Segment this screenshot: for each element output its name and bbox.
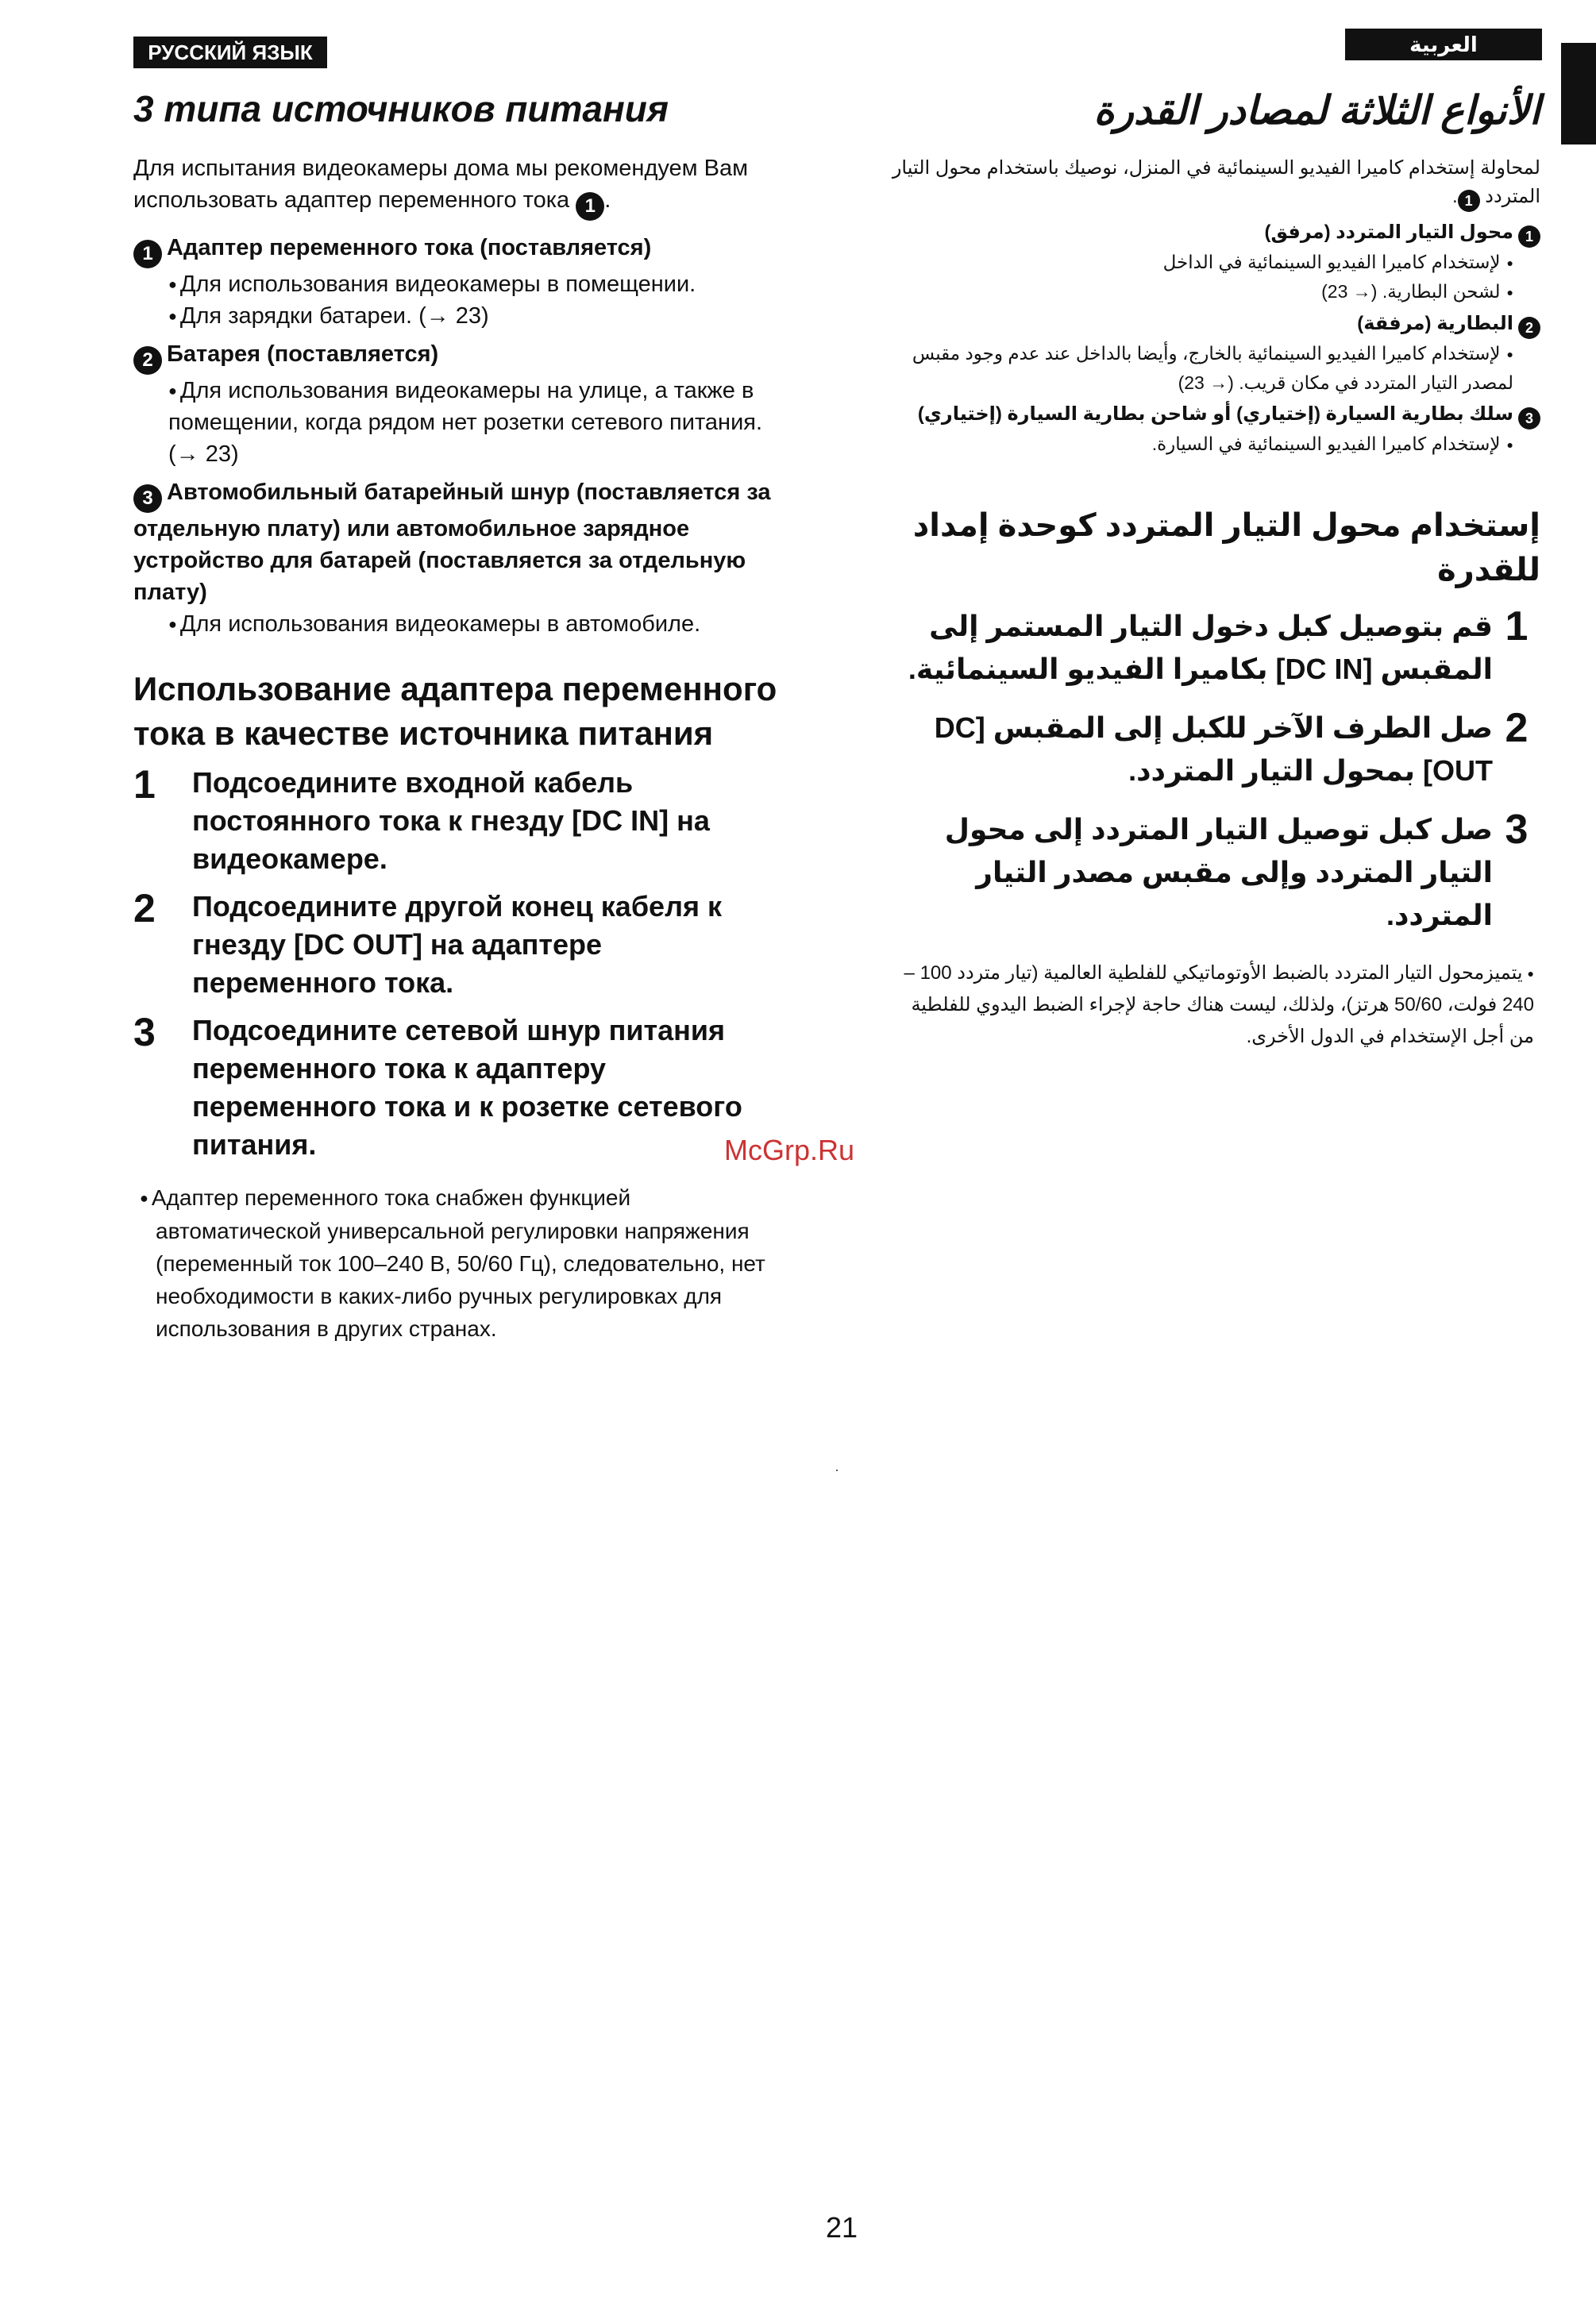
ru-intro-end: . (604, 187, 611, 213)
circled-number-icon: 1 (1458, 190, 1480, 212)
ar-bullet: ● لشحن البطارية. (→ 23) (889, 277, 1513, 306)
circled-number-icon: 1 (133, 240, 162, 268)
ar-note: ● يتميزمحول التيار المتردد بالضبط الأوتوماتيكي للفلطية العالمية (تيار متردد 100 – 240 فولت، 50/60 هرتز)، ولذلك، ليست هناك حاجة لإجراء الضبط اليدوي للفلطية من أجل الإستخدام في الدول الأخرى. (889, 957, 1540, 1053)
ru-step-number: 1 (133, 762, 156, 807)
ar-bullet: ● لإستخدام كاميرا الفيديو السينمائية في السيارة. (889, 430, 1513, 459)
ar-step (889, 605, 1540, 691)
ru-note: ● Адаптер переменного тока снабжен функцией автоматической универсальной регулировки напряжения (переменный ток 100–240 В, 50/60 Гц), следовательно, нет необходимости в каких-либо ручных регулировках для использования в других странах. (133, 1181, 791, 1345)
ru-power-source-item (133, 232, 792, 332)
arabic-column (889, 87, 1540, 1053)
ar-item-heading-text: محول التيار المتردد (مرفق) (1264, 222, 1513, 243)
ar-item-heading (889, 400, 1540, 430)
ru-bullet: ● Для использования видеокамеры в автомобиле. (168, 608, 792, 640)
ar-step-text: صل كبل توصيل التيار المتردد إلى محول التيار المتردد وإلى مقبس مصدر التيار المتردد. (944, 813, 1493, 931)
ar-item-bullets (889, 248, 1540, 306)
ar-intro-text: لمحاولة إستخدام كاميرا الفيديو السينمائية في المنزل، نوصيك باستخدام محول التيار المتردد (892, 157, 1540, 207)
ru-step-number: 3 (133, 1010, 156, 1054)
ar-power-source-item (889, 310, 1540, 397)
ru-item-heading (133, 476, 792, 608)
ru-page-title: 3 типа источников питания (133, 88, 669, 129)
ru-item-heading (133, 232, 792, 268)
ar-item-heading-text: البطارية (مرفقة) (1357, 313, 1513, 334)
circled-number-icon: 2 (133, 346, 162, 375)
ar-item-bullets (889, 339, 1540, 397)
ru-bullet: ● Для использования видеокамеры в помещении. (168, 268, 792, 300)
ru-power-source-item (133, 338, 792, 470)
ar-power-source-item (889, 218, 1540, 306)
page-edge-marker (1561, 43, 1596, 144)
ru-item-heading-text: Адаптер переменного тока (поставляется) (167, 235, 652, 260)
ru-step (133, 1011, 792, 1164)
circled-number-icon: 2 (1518, 317, 1540, 339)
russian-column (133, 87, 792, 1345)
ar-bullet: ● لإستخدام كاميرا الفيديو السينمائية بالخارج، وأيضا بالداخل عند عدم وجود مقبس لمصدر التيار المتردد في مكان قريب. (→ 23) (889, 339, 1513, 397)
ru-item-heading-text: Батарея (поставляется) (167, 341, 439, 367)
ru-item-bullets (133, 608, 792, 640)
ar-bullet: ● لإستخدام كاميرا الفيديو السينمائية في الداخل (889, 248, 1513, 277)
circled-number-icon: 3 (1518, 407, 1540, 430)
circled-number-icon: 1 (576, 192, 604, 221)
language-tab-arabic: العربية (1345, 29, 1542, 60)
circled-number-icon: 3 (133, 484, 162, 513)
watermark: McGrp.Ru (724, 1134, 855, 1166)
ar-step-text: صل الطرف الآخر للكبل إلى المقبس [DC OUT] بمحول التيار المتردد. (934, 711, 1493, 787)
ru-intro-text: Для испытания видеокамеры дома мы рекомендуем Вам использовать адаптер переменного тока (133, 156, 749, 213)
ru-step-text: Подсоедините входной кабель постоянного тока к гнезду [DC IN] на видеокамере. (192, 766, 710, 875)
ru-item-heading (133, 338, 792, 375)
ar-intro (889, 154, 1540, 212)
ar-step-number: 1 (1505, 603, 1529, 649)
ar-item-heading-text: سلك بطارية السيارة (إختياري) أو شاحن بطارية السيارة (إختياري) (917, 403, 1513, 425)
ru-step (133, 888, 792, 1002)
ar-power-source-item (889, 400, 1540, 459)
ru-step-number: 2 (133, 886, 156, 930)
ru-item-heading-text: Автомобильный батарейный шнур (поставляется за отдельную плату) или автомобильное зарядное устройство для батарей (поставляется за отдельную плату) (133, 480, 771, 605)
ar-step-text: قم بتوصيل كبل دخول التيار المستمر إلى المقبس [DC IN] بكاميرا الفيديو السينمائية. (908, 610, 1493, 685)
circled-number-icon: 1 (1518, 225, 1540, 248)
ru-section-heading: Использование адаптера переменного тока в качестве источника питания (133, 670, 777, 752)
page-number: 21 (825, 2211, 858, 2244)
ru-item-bullets (133, 268, 792, 332)
print-dot (836, 1470, 838, 1471)
ar-section-heading: إستخدام محول التيار المتردد كوحدة إمداد للقدرة (912, 508, 1540, 588)
ru-bullet: ● Для использования видеокамеры на улице, а также в помещении, когда рядом нет розетки сетевого питания. (→ 23) (168, 375, 792, 470)
ru-step-text: Подсоедините другой конец кабеля к гнезду [DC OUT] на адаптере переменного тока. (192, 890, 722, 999)
ru-step-text: Подсоедините сетевой шнур питания переменного тока к адаптеру переменного тока и к розетке сетевого питания. (192, 1014, 742, 1161)
ar-step-number: 3 (1505, 807, 1529, 853)
ar-step (889, 707, 1540, 792)
ar-step-number: 2 (1505, 705, 1529, 751)
ar-item-heading (889, 310, 1540, 339)
ar-step (889, 808, 1540, 937)
ru-step (133, 764, 792, 878)
ar-item-bullets (889, 430, 1540, 459)
ru-bullet: ● Для зарядки батареи. (→ 23) (168, 300, 792, 332)
ru-intro (133, 152, 792, 221)
ar-intro-end: . (1451, 186, 1458, 207)
language-tab-russian: РУССКИЙ ЯЗЫК (133, 37, 327, 68)
ar-item-heading (889, 218, 1540, 248)
ru-item-bullets (133, 375, 792, 470)
ru-power-source-item (133, 476, 792, 640)
ar-page-title: الأنواع الثلاثة لمصادر القدرة (1093, 88, 1540, 133)
